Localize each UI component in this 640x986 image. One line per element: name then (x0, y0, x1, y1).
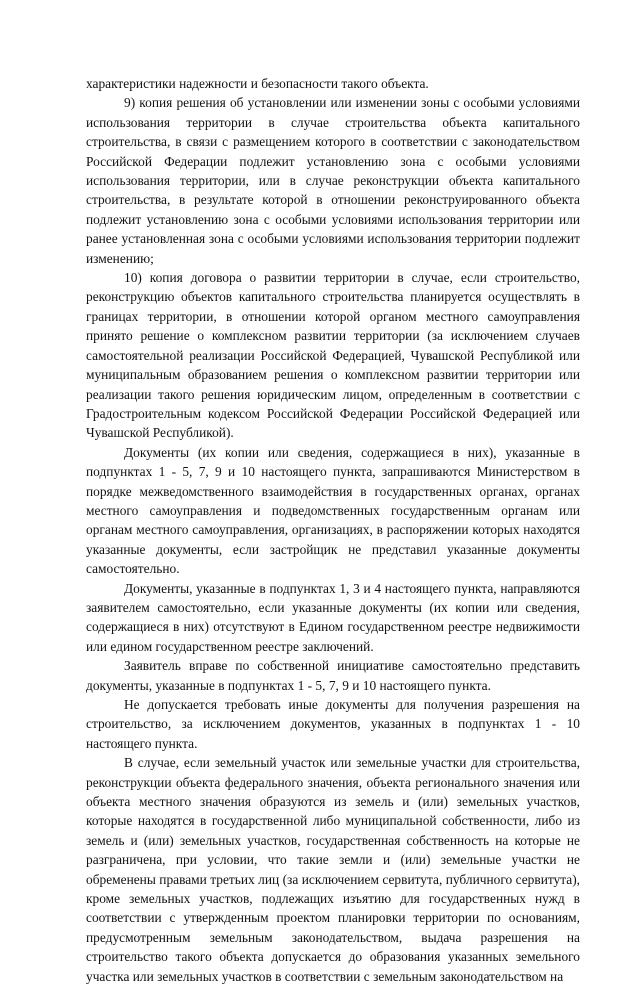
paragraph-item-10: 10) копия договора о развитии территории в случае, если строительство, реконструкцию объектов капитального строительства планируется осуществлять в границах территории, в отношении которой органом местного самоуправления принято решение о комплексном развитии территории (за исключением случаев самостоятельной реализации Российской Федерацией, Чувашской Республикой или муниципальным образованием решения о комплексном развитии территории или реализации такого решения юридическим лицом, определенным в соответствии с Градостроительным кодексом Российской Федерации Российской Федерацией или Чувашской Республикой). (86, 270, 580, 441)
paragraph-applicant-right: Заявитель вправе по собственной инициативе самостоятельно представить документы, указанные в подпунктах 1 - 5, 7, 9 и 10 настоящего пункта. (86, 658, 580, 693)
document-body (86, 74, 580, 986)
paragraph-land-plots: В случае, если земельный участок или земельные участки для строительства, реконструкции объекта федерального значения, объекта регионального значения или объекта местного значения образуются из земель и (или) земельных участков, которые находятся в государственной либо муниципальной собственности, либо из земель и (или) земельных участков, государственная собственность на которые не разграничена, при условии, что такие земли и (или) земельные участки не обременены правами третьих лиц (за исключением сервитута, публичного сервитута), кроме земельных участков, подлежащих изъятию для государственных нужд в соответствии с утвержденным проектом планировки территории по основаниям, предусмотренным земельным законодательством, выдача разрешения на строительство такого объекта допускается до образования указанных земельного участка или земельных участков в соответствии с земельным законодательством на (86, 755, 580, 984)
paragraph-item-9: 9) копия решения об установлении или изменении зоны с особыми условиями использования территории в случае строительства объекта капитального строительства, в связи с размещением которого в соответствии с законодательством Российской Федерации подлежит установлению зона с особыми условиями использования территории, или в случае реконструкции объекта капитального строительства, в результате которой в отношении реконструированного объекта подлежит установлению зона с особыми условиями использования территории или ранее установленная зона с особыми условиями использования территории подлежит изменению; (86, 95, 580, 266)
paragraph-continuation: характеристики надежности и безопасности такого объекта. (86, 76, 429, 91)
paragraph-documents-applicant: Документы, указанные в подпунктах 1, 3 и 4 настоящего пункта, направляются заявителем самостоятельно, если указанные документы (их копии или сведения, содержащиеся в них) отсутствуют в Едином государственном реестре недвижимости или едином государственном реестре заключений. (86, 580, 580, 654)
paragraph-no-other-documents: Не допускается требовать иные документы для получения разрешения на строительство, за исключением документов, указанных в подпунктах 1 - 10 настоящего пункта. (86, 697, 580, 751)
paragraph-documents-request: Документы (их копии или сведения, содержащиеся в них), указанные в подпунктах 1 - 5, 7, 9 и 10 настоящего пункта, запрашиваются Министерством в порядке межведомственного взаимодействия в государственных органах, органах местного самоуправления и подведомственных государственным органам или органам местного самоуправления, организациях, в распоряжении которых находятся указанные документы, если застройщик не представил указанные документы самостоятельно. (86, 444, 580, 577)
